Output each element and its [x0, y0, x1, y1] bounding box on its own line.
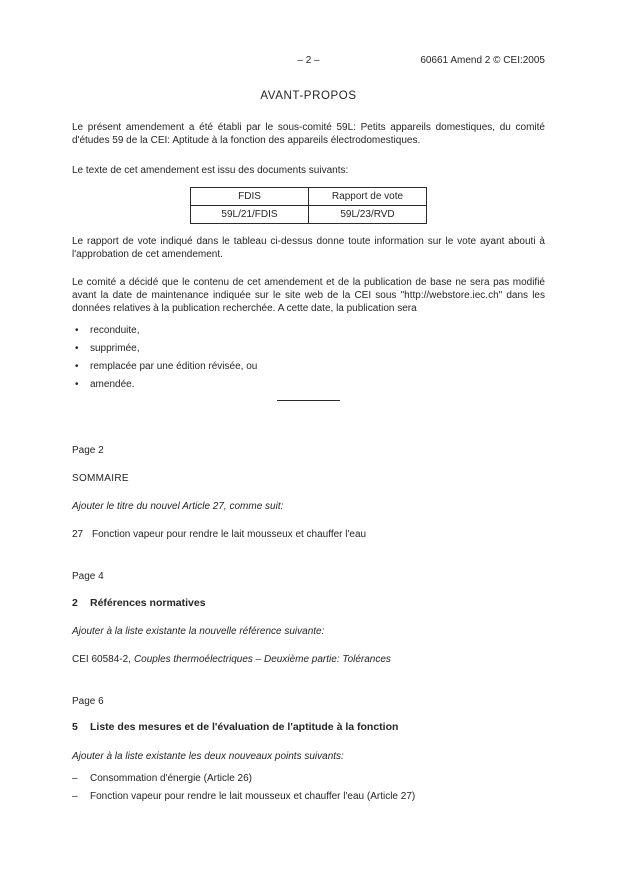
heading-text: Liste des mesures et de l'évaluation de l'aptitude à la fonction [90, 721, 399, 733]
vote-table-header-fdis: FDIS [191, 188, 309, 206]
list-item-text: reconduite, [90, 325, 140, 336]
reference-title: Couples thermoélectriques – Deuxième partie: Tolérances [133, 654, 391, 665]
paragraph-vote-report: Le rapport de vote indiqué dans le tableau ci-dessus donne toute information sur le vote ayant abouti à l'approbation de cet amendement. [72, 236, 545, 260]
page-number: – 2 – [297, 55, 320, 66]
bullet-marker: • [75, 325, 79, 336]
vote-table-data-row [191, 206, 427, 224]
page-label-6: Page 6 [72, 696, 104, 707]
dash-marker: – [72, 773, 78, 784]
section-divider [277, 400, 340, 401]
list-item [72, 790, 545, 803]
vote-table-header-rapport: Rapport de vote [309, 188, 427, 206]
page-header [72, 54, 545, 67]
heading-liste-des-mesures [72, 720, 545, 734]
paragraph-documents-intro: Le texte de cet amendement est issu des documents suivants: [72, 165, 349, 176]
document-reference: 60661 Amend 2 © CEI:2005 [420, 55, 545, 66]
list-item-text: amendée. [90, 379, 135, 390]
list-item [72, 378, 545, 391]
paragraph-maintenance: Le comité a décidé que le contenu de cet amendement et de la publication de base ne sera pas modifié avant la date de maintenance indiquée sur le site web de la CEI sous "http://webstore.iec.ch" dans les données relatives à la publication recherchée. A cette date, la publication sera [72, 277, 545, 314]
new-points-list [72, 772, 545, 803]
dash-marker: – [72, 791, 78, 802]
list-item [72, 772, 545, 785]
vote-table-header-row [191, 188, 427, 206]
vote-table-cell-rapport: 59L/23/RVD [309, 206, 427, 224]
publication-options-list [72, 324, 545, 391]
edit-instruction-sommaire: Ajouter le titre du nouvel Article 27, comme suit: [72, 501, 284, 512]
vote-table [190, 187, 427, 224]
page-title: AVANT-PROPOS [260, 90, 357, 102]
page-label-4: Page 4 [72, 571, 104, 582]
bullet-marker: • [75, 361, 79, 372]
vote-table-cell-fdis: 59L/21/FDIS [191, 206, 309, 224]
list-item-text: remplacée par une édition révisée, ou [90, 361, 258, 372]
heading-number: 2 [72, 597, 78, 609]
edit-instruction-mesures: Ajouter à la liste existante les deux nouveaux points suivants: [72, 751, 344, 762]
article-title-text: Fonction vapeur pour rendre le lait mousseux et chauffer l'eau [92, 529, 367, 540]
list-item-text: supprimée, [90, 343, 140, 354]
heading-references-normatives [72, 596, 545, 610]
list-item [72, 324, 545, 337]
list-item-text: Fonction vapeur pour rendre le lait mousseux et chauffer l'eau (Article 27) [90, 791, 416, 802]
page-label-2: Page 2 [72, 445, 104, 456]
reference-code: CEI 60584-2, [72, 654, 131, 665]
list-item-text: Consommation d'énergie (Article 26) [90, 773, 252, 784]
paragraph-committee: Le présent amendement a été établi par le sous-comité 59L: Petits appareils domestiques, du comité d'études 59 de la CEI: Aptitude à la fonction des appareils électrodomestiques. [72, 122, 545, 146]
edit-instruction-references: Ajouter à la liste existante la nouvelle référence suivante: [72, 626, 325, 637]
normative-reference-line [72, 653, 545, 666]
article-27-title-line [72, 528, 545, 541]
heading-number: 5 [72, 721, 78, 733]
bullet-marker: • [75, 379, 79, 390]
sommaire-heading: SOMMAIRE [72, 473, 129, 484]
bullet-marker: • [75, 343, 79, 354]
list-item [72, 342, 545, 355]
article-number: 27 [72, 529, 84, 540]
list-item [72, 360, 545, 373]
heading-text: Références normatives [90, 597, 206, 609]
